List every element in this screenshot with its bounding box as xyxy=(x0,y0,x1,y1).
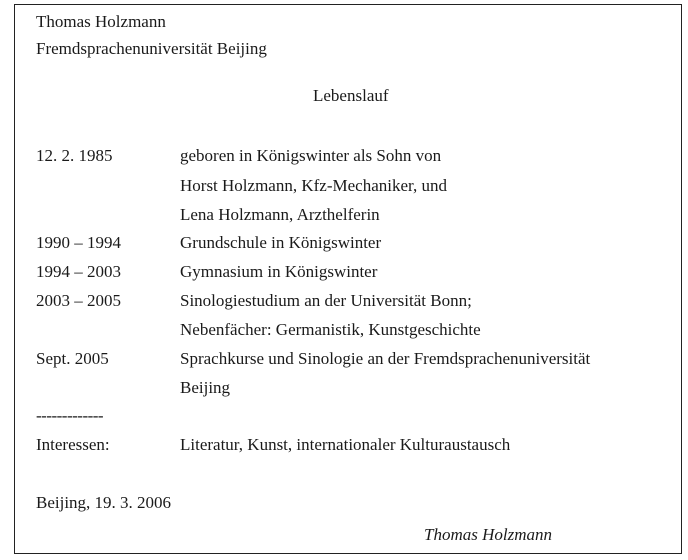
document-title: Lebenslauf xyxy=(313,86,389,105)
entry-line: Nebenfächer: Germanistik, Kunstgeschichte xyxy=(180,320,481,339)
place-date: Beijing, 19. 3. 2006 xyxy=(36,493,172,512)
entry-line: Gymnasium in Königswinter xyxy=(180,262,378,281)
entry-date-university: 2003 – 2005 xyxy=(36,291,121,310)
interests-label: Interessen: xyxy=(36,435,110,454)
entry-line: Sinologiestudium an der Universität Bonn; xyxy=(180,291,472,310)
author-name: Thomas Holzmann xyxy=(36,12,166,31)
interests-value: Literatur, Kunst, internationaler Kulturaustausch xyxy=(180,435,511,454)
entry-date-gymnasium: 1994 – 2003 xyxy=(36,262,121,281)
entry-line: Lena Holzmann, Arzthelferin xyxy=(180,205,380,224)
entry-line: Horst Holzmann, Kfz-Mechaniker, und xyxy=(180,176,447,195)
entry-line: geboren in Königswinter als Sohn von xyxy=(180,146,442,165)
separator-line: ------------- xyxy=(36,406,104,425)
entry-line: Beijing xyxy=(180,378,231,397)
author-institution: Fremdsprachenuniversität Beijing xyxy=(36,39,267,58)
entry-date-primary-school: 1990 – 1994 xyxy=(36,233,121,252)
entry-date-beijing: Sept. 2005 xyxy=(36,349,109,368)
entry-line: Grundschule in Königswinter xyxy=(180,233,382,252)
signature: Thomas Holzmann xyxy=(424,525,552,544)
entry-line: Sprachkurse und Sinologie an der Fremdsprachenuniversität xyxy=(180,349,591,368)
entry-date-birth: 12. 2. 1985 xyxy=(36,146,113,165)
